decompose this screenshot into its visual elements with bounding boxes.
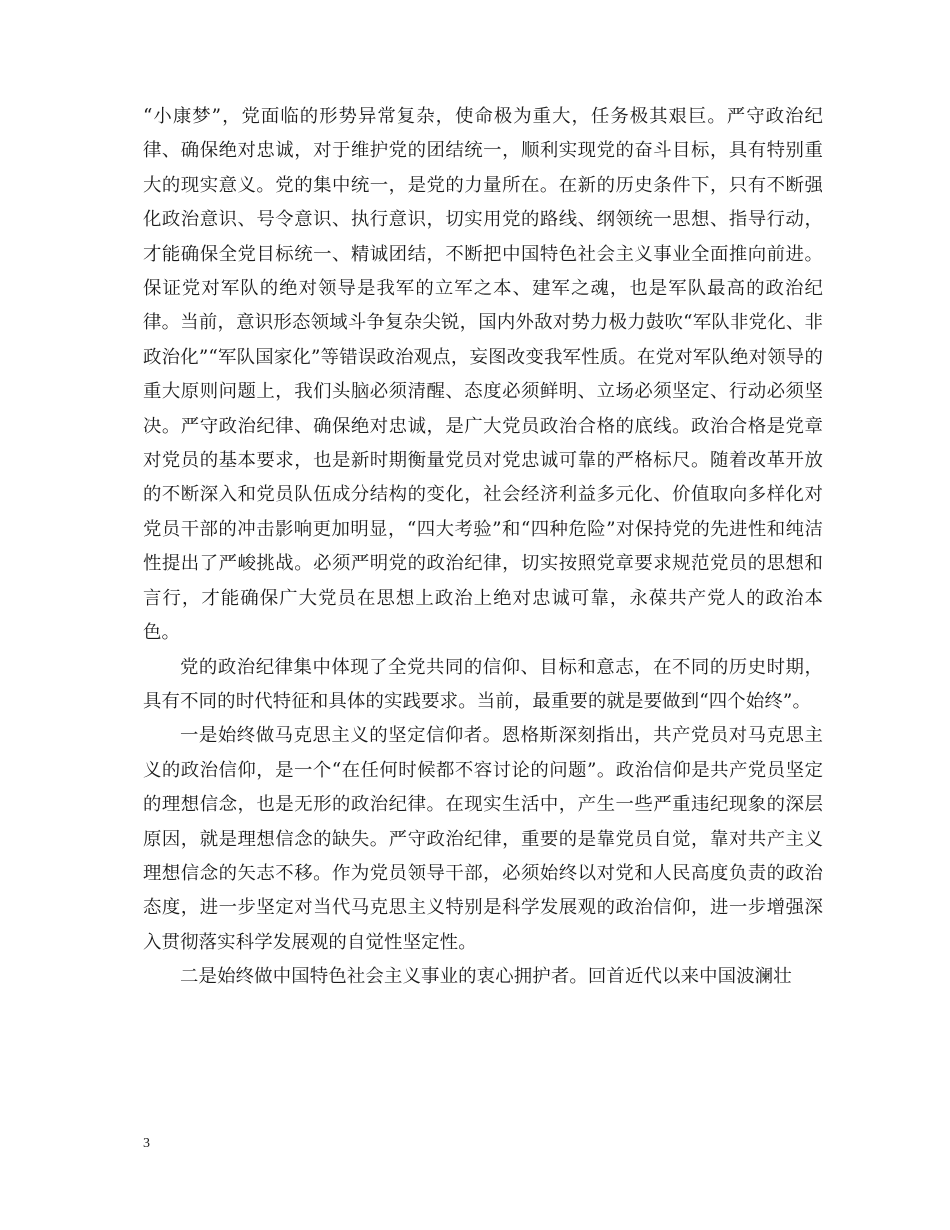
body-text xyxy=(143,100,823,995)
paragraph-2: 党的政治纪律集中体现了全党共同的信仰、目标和意志，在不同的历史时期，具有不同的时代特征和具体的实践要求。当前，最重要的就是要做到“四个始终”。 xyxy=(143,656,823,712)
paragraph-1: “小康梦”，党面临的形势异常复杂，使命极为重大，任务极其艰巨。严守政治纪律、确保绝对忠诚，对于维护党的团结统一，顺利实现党的奋斗目标，具有特别重大的现实意义。党的集中统一，是党的力量所在。在新的历史条件下，只有不断强化政治意识、号令意识、执行意识，切实用党的路线、纲领统一思想、指导行动，才能确保全党目标统一、精诚团结，不断把中国特色社会主义事业全面推向前进。保证党对军队的绝对领导是我军的立军之本、建军之魂，也是军队最高的政治纪律。当前，意识形态领域斗争复杂尖锐，国内外敌对势力极力鼓吹“军队非党化、非政治化”“军队国家化”等错误政治观点，妄图改变我军性质。在党对军队绝对领导的重大原则问题上，我们头脑必须清醒、态度必须鲜明、立场必须坚定、行动必须坚决。严守政治纪律、确保绝对忠诚，是广大党员政治合格的底线。政治合格是党章对党员的基本要求，也是新时期衡量党员对党忠诚可靠的严格标尺。随着改革开放的不断深入和党员队伍成分结构的变化，社会经济利益多元化、价值取向多样化对党员干部的冲击影响更加明显，“四大考验”和“四种危险”对保持党的先进性和纯洁性提出了严峻挑战。必须严明党的政治纪律，切实按照党章要求规范党员的思想和言行，才能确保广大党员在思想上政治上绝对忠诚可靠，永葆共产党人的政治本色。 xyxy=(143,106,823,644)
page-number: 3 xyxy=(143,1136,150,1151)
paragraph-3: 一是始终做马克思主义的坚定信仰者。恩格斯深刻指出，共产党员对马克思主义的政治信仰，是一个“在任何时候都不容讨论的问题”。政治信仰是共产党员坚定的理想信念，也是无形的政治纪律。在现实生活中，产生一些严重违纪现象的深层原因，就是理想信念的缺失。严守政治纪律，重要的是靠党员自觉，靠对共产主义理想信念的矢志不移。作为党员领导干部，必须始终以对党和人民高度负责的政治态度，进一步坚定对当代马克思主义特别是科学发展观的政治信仰，进一步增强深入贯彻落实科学发展观的自觉性坚定性。 xyxy=(143,725,823,953)
paragraph-4: 二是始终做中国特色社会主义事业的衷心拥护者。回首近代以来中国波澜壮 xyxy=(180,966,792,988)
